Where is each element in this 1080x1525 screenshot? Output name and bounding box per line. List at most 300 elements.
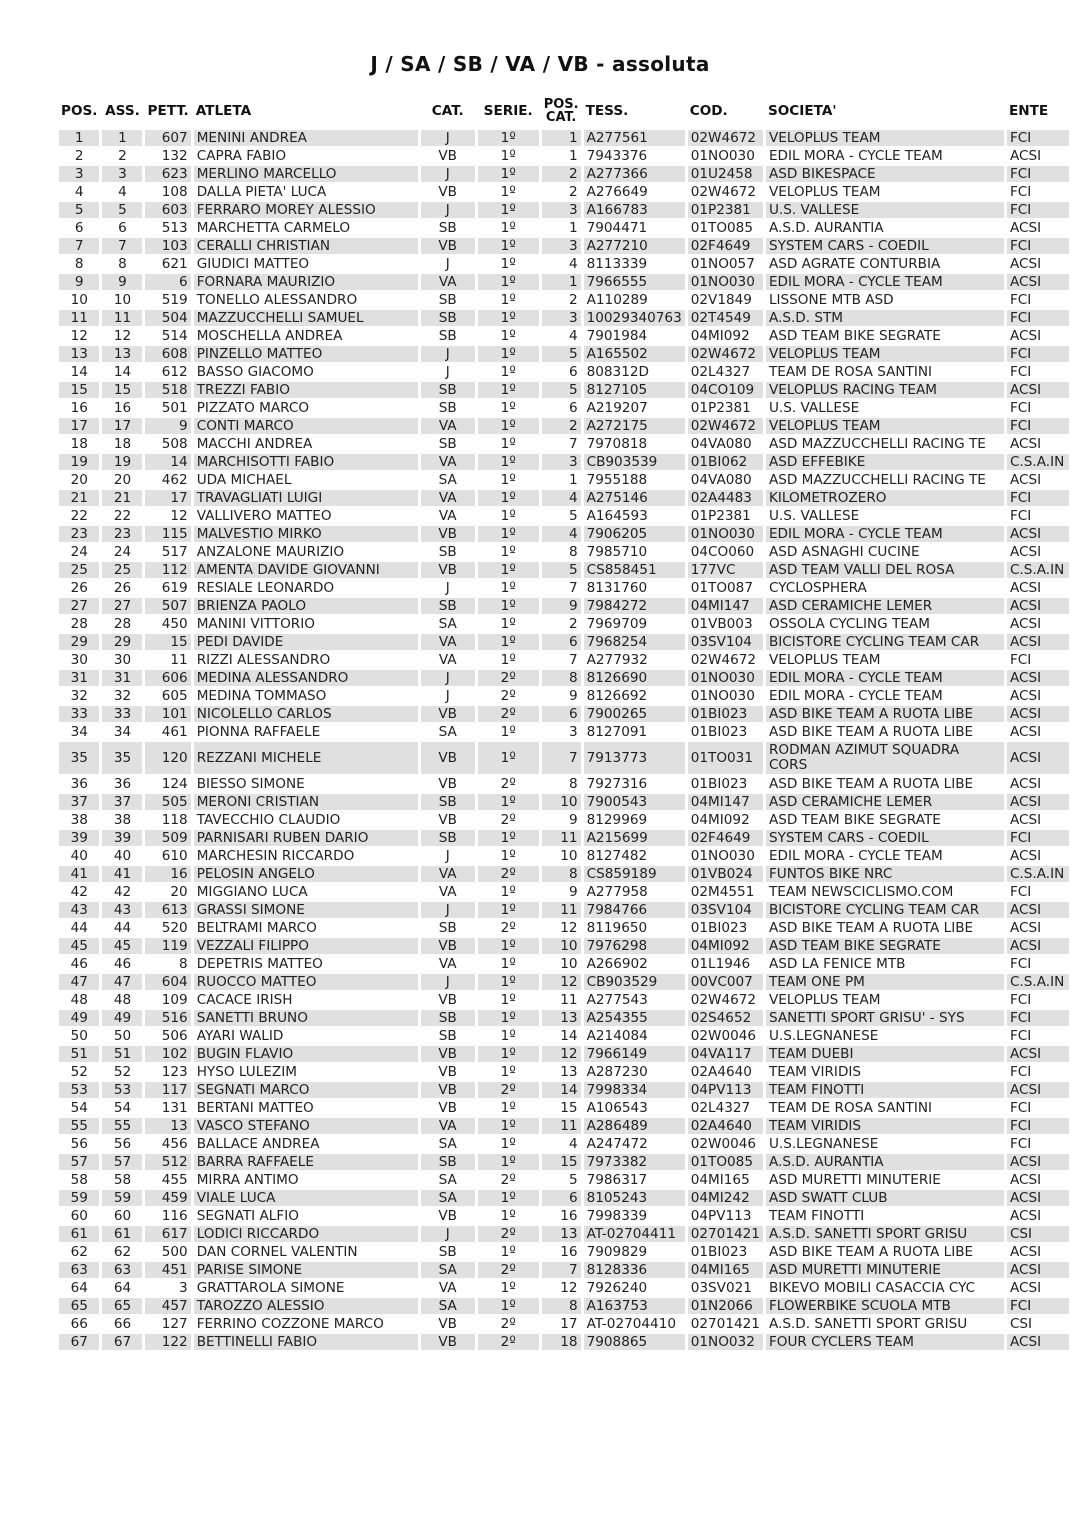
cell-ass: 29 [102,634,142,650]
cell-cat: VA [421,274,475,290]
cell-ente: ACSI [1009,1244,1042,1260]
cell-cat: VB [438,776,458,792]
cell-ass: 32 [113,688,132,704]
cell-atleta: HYSO LULEZIM [196,1064,297,1080]
cell-cod: 02W4672 [690,184,757,200]
cell-ass: 1 [102,130,142,146]
cell-pos: 25 [59,562,99,578]
cell-tess: 7986317 [586,1172,648,1188]
cell-pos: 15 [59,382,99,398]
cell-pos: 39 [59,830,99,846]
cell-pos: 18 [70,436,88,452]
cell-ente: ACSI [1009,616,1042,632]
header-pos-cat-line1: POS. [543,97,579,112]
cell-atleta: MALVESTIO MIRKO [194,526,418,542]
cell-ass: 9 [102,274,142,290]
cell-atleta: DALLA PIETA' LUCA [196,184,327,200]
cell-serie: 1º [478,830,539,846]
cell-ente: CSI [1009,1316,1033,1332]
cell-societa: VELOPLUS RACING TEAM [766,382,1004,398]
cell-tess: CB903539 [584,454,685,470]
cell-societa: ASD TEAM VALLI DEL ROSA [766,562,1004,578]
cell-pett: 14 [145,454,190,470]
cell-tess: A254355 [584,1010,685,1026]
cell-atleta: FERRINO COZZONE MARCO [196,1316,384,1332]
cell-ass: 55 [102,1118,142,1134]
cell-pos-cat: 3 [542,238,581,254]
cell-ente: FCI [1009,1100,1032,1116]
cell-tess: 808312D [586,364,649,380]
cell-ente: ACSI [1009,812,1042,828]
cell-cat: SA [421,1190,475,1206]
cell-tess: CS859189 [584,866,685,882]
cell-pos: 13 [59,346,99,362]
cell-ente: ACSI [1009,920,1042,936]
cell-cod: 01NO030 [688,274,763,290]
cell-pos: 37 [59,794,99,810]
cell-tess: A277932 [586,652,648,668]
cell-pett: 517 [161,544,188,560]
cell-pos-cat: 6 [568,364,578,380]
cell-atleta: BIESSO SIMONE [196,776,305,792]
cell-atleta: VALLIVERO MATTEO [196,508,332,524]
cell-pos: 36 [70,776,88,792]
cell-pos-cat: 3 [542,202,581,218]
cell-pos: 23 [59,526,99,542]
cell-pos-cat: 6 [542,1190,581,1206]
cell-pos-cat: 17 [560,1316,578,1332]
cell-societa: A.S.D. SANETTI SPORT GRISU [768,1316,968,1332]
cell-atleta: FERRARO MOREY ALESSIO [194,202,418,218]
cell-pett: 513 [161,220,188,236]
cell-atleta: BALLACE ANDREA [196,1136,320,1152]
cell-pos: 50 [70,1028,88,1044]
cell-societa: A.S.D. STM [766,310,1004,326]
cell-atleta: MIGGIANO LUCA [196,884,308,900]
cell-serie: 1º [500,992,516,1008]
cell-pett: 519 [161,292,188,308]
cell-cat: VB [421,562,475,578]
table-row [59,418,1069,434]
cell-atleta: PARNISARI RUBEN DARIO [194,830,418,846]
cell-tess: 7976298 [584,938,685,954]
cell-pett: 514 [161,328,188,344]
cell-pett: 607 [145,130,190,146]
cell-societa: ASD TEAM BIKE SEGRATE [766,938,1004,954]
cell-serie: 2º [478,1226,539,1242]
cell-ass: 38 [113,812,132,828]
cell-ente: ACSI [1007,1262,1069,1278]
cell-atleta: MARCHETTA CARMELO [196,220,351,236]
cell-tess: 8128336 [584,1262,685,1278]
cell-cod: 01TO087 [690,580,753,596]
cell-atleta: GRATTAROLA SIMONE [196,1280,345,1296]
cell-ass: 22 [113,508,132,524]
cell-pett: 16 [145,866,190,882]
cell-pett: 117 [145,1082,190,1098]
cell-cat: SA [438,616,457,632]
cell-societa: OSSOLA CYCLING TEAM [768,616,930,632]
cell-atleta: BELTRAMI MARCO [196,920,317,936]
cell-pos-cat: 1 [542,130,581,146]
cell-tess: 7998334 [584,1082,685,1098]
table-row [59,562,1069,578]
cell-pett: 617 [145,1226,190,1242]
cell-tess: A247472 [586,1136,648,1152]
cell-cod: 02A4640 [688,1118,763,1134]
table-row [59,436,1069,452]
cell-pos-cat: 1 [568,472,578,488]
cell-pett: 127 [161,1316,188,1332]
cell-ass: 47 [102,974,142,990]
cell-serie: 1º [500,436,516,452]
cell-cod: 01VB024 [688,866,763,882]
cell-cod: 04MI092 [690,812,750,828]
cell-cod: 01TO085 [688,1154,763,1170]
cell-societa: BICISTORE CYCLING TEAM CAR [766,634,1004,650]
header-pos: POS. [61,103,98,119]
cell-tess: 7969709 [586,616,648,632]
table-row [59,920,1069,936]
cell-societa: KILOMETROZERO [766,490,1004,506]
cell-cod: 02A4640 [690,1064,752,1080]
cell-atleta: BARRA RAFFAELE [194,1154,418,1170]
cell-ass: 52 [113,1064,132,1080]
cell-pett: 457 [145,1298,190,1314]
cell-pos-cat: 10 [542,938,581,954]
cell-cod: 01BI023 [690,920,748,936]
cell-serie: 1º [500,1028,516,1044]
cell-pett: 12 [170,508,188,524]
cell-cat: VB [421,938,475,954]
cell-cod: 01NO030 [690,148,755,164]
cell-societa: ASD LA FENICE MTB [768,956,906,972]
cell-societa: U.S. VALLESE [768,400,860,416]
table-header-row [59,94,1069,128]
cell-serie: 1º [500,652,516,668]
cell-societa: EDIL MORA - CYCLE TEAM [766,670,1004,686]
cell-societa: BICISTORE CYCLING TEAM CAR [766,902,1004,918]
cell-ass: 3 [102,166,142,182]
cell-cat: SB [421,1154,475,1170]
cell-cat: SB [421,310,475,326]
cell-ass: 42 [113,884,132,900]
cell-cat: VA [421,490,475,506]
cell-tess: 7966555 [584,274,685,290]
cell-cod: 04MI165 [688,1262,763,1278]
cell-serie: 1º [500,1064,516,1080]
cell-pos: 27 [59,598,99,614]
cell-ass: 59 [102,1190,142,1206]
table-row [59,1190,1069,1206]
cell-cat: J [421,202,475,218]
cell-societa: FUNTOS BIKE NRC [766,866,1004,882]
cell-pos-cat: 8 [542,866,581,882]
cell-tess: 7966149 [584,1046,685,1062]
cell-atleta: PINZELLO MATTEO [194,346,418,362]
cell-pos-cat: 5 [542,562,581,578]
cell-tess: 8119650 [586,920,648,936]
cell-tess: 7998339 [586,1208,648,1224]
cell-societa: SANETTI SPORT GRISU' - SYS [766,1010,1004,1026]
page-title: J / SA / SB / VA / VB - assoluta [370,52,710,76]
cell-ass: 61 [102,1226,142,1242]
cell-pos-cat: 13 [542,1010,581,1026]
cell-pos-cat: 3 [542,454,581,470]
cell-pos: 26 [70,580,88,596]
cell-tess: 8131760 [586,580,648,596]
cell-cat: J [445,256,450,272]
cell-cod: 00VC007 [688,974,763,990]
cell-cod: 01VB003 [690,616,753,632]
cell-societa: TEAM FINOTTI [766,1082,1004,1098]
cell-ass: 44 [113,920,132,936]
cell-pett: 20 [170,884,188,900]
cell-pett: 101 [145,706,190,722]
cell-cod: 02F4649 [688,238,763,254]
table-row [59,598,1069,614]
cell-cat: VB [421,526,475,542]
cell-pett: 507 [145,598,190,614]
cell-ass: 25 [102,562,142,578]
cell-serie: 1º [478,490,539,506]
cell-pos-cat: 12 [542,1046,581,1062]
cell-tess: CB903529 [584,974,685,990]
cell-ente: FCI [1007,346,1069,362]
cell-cat: VB [421,1334,475,1350]
cell-pos: 22 [70,508,88,524]
cell-pos-cat: 7 [568,436,578,452]
cell-pos-cat: 14 [560,1028,578,1044]
table-row [59,1028,1069,1044]
cell-cat: VB [421,706,475,722]
cell-cat: SB [438,1244,457,1260]
cell-cat: J [421,974,475,990]
cell-cat: SB [438,400,457,416]
cell-pos: 1 [59,130,99,146]
cell-serie: 2º [478,1082,539,1098]
cell-ente: ACSI [1009,220,1042,236]
table-row [59,238,1069,254]
cell-cod: 01BI023 [690,724,748,740]
cell-pos-cat: 1 [568,220,578,236]
cell-cod: 03SV104 [688,902,763,918]
cell-pett: 459 [145,1190,190,1206]
cell-pos: 59 [59,1190,99,1206]
cell-societa: TEAM DE ROSA SANTINI [768,1100,933,1116]
cell-ass: 56 [113,1136,132,1152]
cell-tess: A277210 [584,238,685,254]
cell-ente: ACSI [1007,1334,1069,1350]
cell-societa: ASD TEAM BIKE SEGRATE [768,328,941,344]
cell-tess: AT-02704411 [584,1226,685,1242]
cell-societa: ASD AGRATE CONTURBIA [768,256,941,272]
cell-pos: 41 [59,866,99,882]
cell-pos: 10 [70,292,88,308]
cell-pos-cat: 7 [568,652,578,668]
cell-ente: ACSI [1007,382,1069,398]
cell-ente: FCI [1007,1118,1069,1134]
cell-ass: 7 [102,238,142,254]
cell-pett: 8 [179,956,188,972]
cell-cat: VA [421,418,475,434]
cell-cat: VB [438,184,458,200]
cell-pos-cat: 18 [542,1334,581,1350]
cell-cat: VA [421,1118,475,1134]
cell-cat: VA [438,652,457,668]
cell-tess: A163753 [584,1298,685,1314]
cell-societa: ASD TEAM BIKE SEGRATE [768,812,941,828]
cell-pett: 103 [145,238,190,254]
cell-tess: 7908865 [584,1334,685,1350]
cell-pos-cat: 5 [568,508,578,524]
cell-pett: 461 [161,724,188,740]
cell-pett: 115 [145,526,190,542]
cell-societa: FOUR CYCLERS TEAM [766,1334,1004,1350]
header-cat: CAT. [431,103,464,119]
cell-tess: 7904471 [586,220,648,236]
cell-atleta: CAPRA FABIO [196,148,287,164]
cell-serie: 1º [500,1280,516,1296]
cell-cat: SA [421,1262,475,1278]
cell-tess: A287230 [586,1064,648,1080]
cell-cod: 02A4483 [688,490,763,506]
table-row [59,902,1069,918]
cell-tess: 10029340763 [584,310,685,326]
cell-ente: FCI [1007,418,1069,434]
cell-ass: 50 [113,1028,132,1044]
cell-serie: 1º [500,256,516,272]
cell-pett: 3 [179,1280,188,1296]
cell-pett: 11 [170,652,188,668]
table-row [59,634,1069,650]
cell-serie: 1º [500,616,516,632]
cell-pos-cat: 2 [568,616,578,632]
cell-tess: 7955188 [586,472,648,488]
cell-tess: 8127105 [584,382,685,398]
cell-tess: A277366 [584,166,685,182]
table-row [59,1172,1069,1188]
cell-cat: SB [421,1010,475,1026]
cell-pett: 131 [161,1100,188,1116]
cell-pos-cat: 5 [542,382,581,398]
cell-pos: 28 [70,616,88,632]
cell-pos-cat: 2 [568,184,578,200]
cell-atleta: VIALE LUCA [194,1190,418,1206]
cell-ente: FCI [1009,292,1032,308]
cell-serie: 1º [478,742,539,774]
cell-cod: 02W4672 [688,346,763,362]
cell-cat: J [421,902,475,918]
header-societa: SOCIETA' [767,103,837,119]
cell-tess: A110289 [586,292,648,308]
cell-cod: 01BI062 [688,454,763,470]
cell-cat: SB [438,328,457,344]
cell-tess: A277958 [586,884,648,900]
cell-pos-cat: 8 [568,776,578,792]
cell-pos-cat: 11 [560,992,578,1008]
cell-serie: 1º [478,634,539,650]
cell-atleta: PIZZATO MARCO [196,400,310,416]
cell-cod: 04MI165 [690,1172,750,1188]
cell-atleta: DEPETRIS MATTEO [196,956,323,972]
cell-cat: SB [421,794,475,810]
cell-cod: 04MI147 [688,598,763,614]
cell-societa: ASD MURETTI MINUTERIE [768,1172,941,1188]
cell-cod: 01P2381 [688,202,763,218]
cell-atleta: SANETTI BRUNO [194,1010,418,1026]
cell-pos-cat: 1 [568,148,578,164]
cell-serie: 1º [500,220,516,236]
cell-serie: 1º [500,400,516,416]
cell-pos: 4 [74,184,84,200]
cell-ass: 58 [113,1172,132,1188]
cell-ass: 28 [113,616,132,632]
cell-ente: C.S.A.IN [1007,562,1069,578]
cell-cat: J [421,346,475,362]
cell-serie: 1º [478,382,539,398]
cell-ente: FCI [1007,202,1069,218]
cell-pos: 65 [59,1298,99,1314]
cell-cat: VB [438,812,458,828]
table-row [59,1082,1069,1098]
cell-atleta: MEDINA ALESSANDRO [194,670,418,686]
cell-cod: 02S4652 [688,1010,763,1026]
cell-tess: A277543 [586,992,648,1008]
cell-pett: 508 [161,436,188,452]
cell-societa: TEAM DE ROSA SANTINI [768,364,933,380]
cell-cat: SA [438,472,457,488]
cell-cod: 01NO030 [688,670,763,686]
cell-tess: 7926240 [586,1280,648,1296]
cell-cat: SB [438,436,457,452]
cell-ente: FCI [1009,1028,1032,1044]
cell-cat: VB [438,1316,458,1332]
cell-pett: 119 [145,938,190,954]
cell-pett: 608 [145,346,190,362]
cell-serie: 1º [478,346,539,362]
table-row [59,1118,1069,1134]
cell-pett: 450 [161,616,188,632]
table-row [59,274,1069,290]
cell-tess: 8127091 [586,724,648,740]
table-row [59,1226,1069,1242]
cell-atleta: MACCHI ANDREA [196,436,313,452]
table-row [59,490,1069,506]
table-row [59,364,1069,380]
cell-pos: 7 [59,238,99,254]
cell-pos: 56 [70,1136,88,1152]
table-row [59,848,1069,864]
cell-societa: EDIL MORA - CYCLE TEAM [766,274,1004,290]
cell-cat: J [421,130,475,146]
cell-atleta: CONTI MARCO [194,418,418,434]
cell-cod: 01NO030 [690,688,755,704]
cell-tess: 7913773 [584,742,685,774]
cell-ente: ACSI [1007,1046,1069,1062]
cell-pett: 509 [145,830,190,846]
table-row [59,580,1069,596]
cell-pos-cat: 7 [542,742,581,774]
cell-pos-cat: 10 [560,956,578,972]
cell-pos: 38 [70,812,88,828]
cell-ass: 54 [113,1100,132,1116]
cell-pos-cat: 4 [568,1136,578,1152]
cell-cat: VA [421,866,475,882]
cell-cod: 02W4672 [690,652,757,668]
cell-cod: 02W4672 [688,418,763,434]
cell-ass: 31 [102,670,142,686]
